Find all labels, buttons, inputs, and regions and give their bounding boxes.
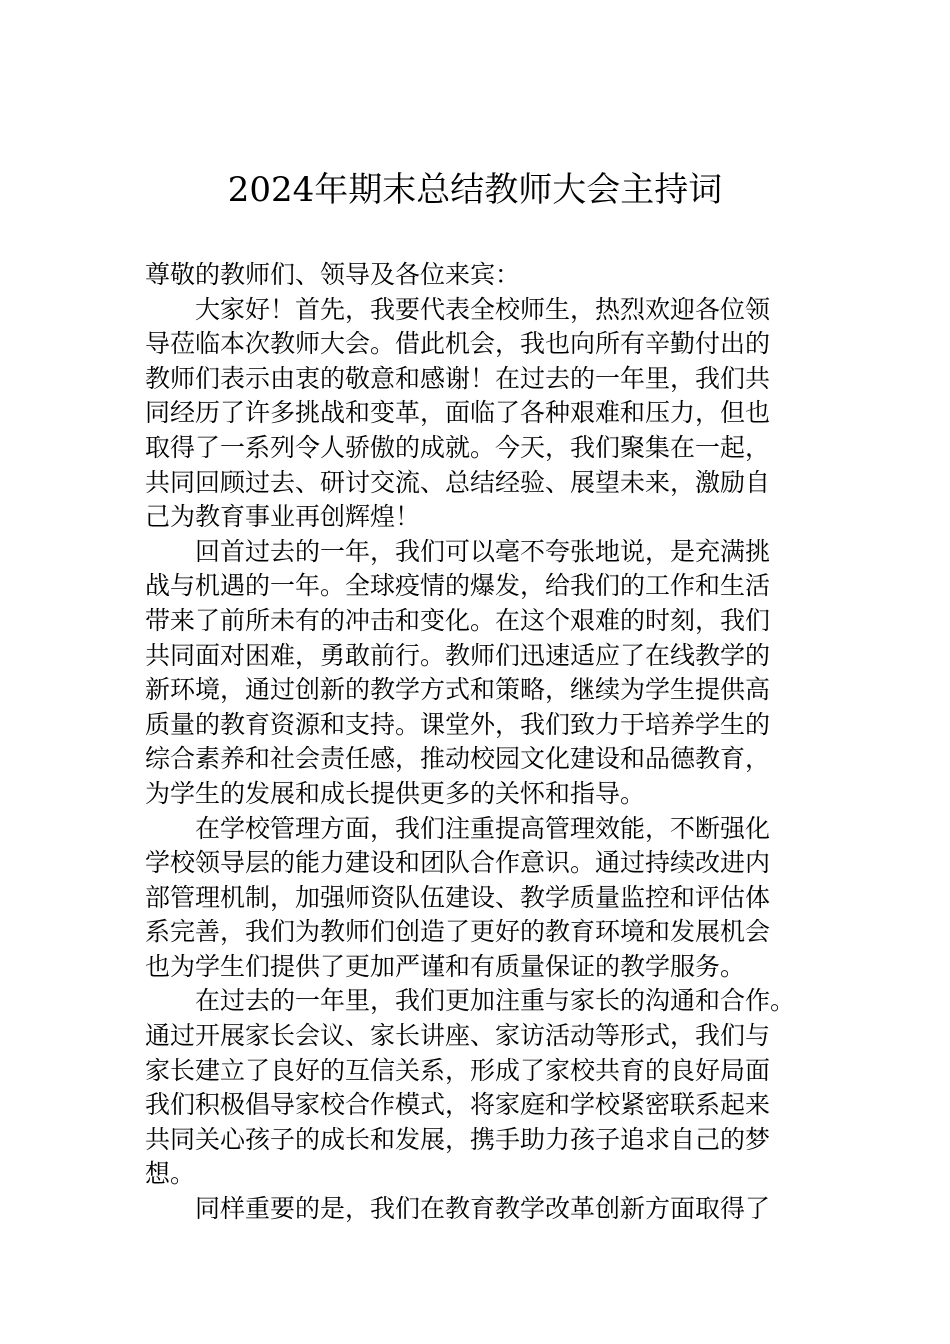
- paragraph-line: 通过开展家长会议、家长讲座、家访活动等形式，我们与: [145, 1021, 771, 1051]
- paragraph-line: 带来了前所未有的冲击和变化。在这个艰难的时刻，我们: [145, 605, 771, 635]
- paragraph-line: 在过去的一年里，我们更加注重与家长的沟通和合作。: [195, 986, 796, 1016]
- paragraph-line: 系完善，我们为教师们创造了更好的教育环境和发展机会: [145, 917, 771, 947]
- paragraph-line: 导莅临本次教师大会。借此机会，我也向所有辛勤付出的: [145, 329, 771, 359]
- paragraph-line: 教师们表示由衷的敬意和感谢！在过去的一年里，我们共: [145, 363, 771, 393]
- paragraph-line: 综合素养和社会责任感，推动校园文化建设和品德教育，: [145, 744, 771, 774]
- paragraph-line: 学校领导层的能力建设和团队合作意识。通过持续改进内: [145, 848, 771, 878]
- paragraph-line: 在学校管理方面，我们注重提高管理效能，不断强化: [195, 813, 771, 843]
- paragraph-line: 我们积极倡导家校合作模式，将家庭和学校紧密联系起来: [145, 1090, 771, 1120]
- paragraph-line: 新环境，通过创新的教学方式和策略，继续为学生提供高: [145, 675, 771, 705]
- paragraph-line: 回首过去的一年，我们可以毫不夸张地说，是充满挑: [195, 536, 771, 566]
- document-title: 2024年期末总结教师大会主持词: [227, 170, 723, 210]
- paragraph-line: 共同关心孩子的成长和发展，携手助力孩子追求自己的梦: [145, 1124, 771, 1154]
- paragraph-line: 同经历了许多挑战和变革，面临了各种艰难和压力，但也: [145, 398, 771, 428]
- paragraph-line: 想。: [145, 1159, 196, 1189]
- paragraph-line: 共同回顾过去、研讨交流、总结经验、展望未来，激励自: [145, 467, 771, 497]
- paragraph-line: 战与机遇的一年。全球疫情的爆发，给我们的工作和生活: [145, 571, 771, 601]
- paragraph-line: 同样重要的是，我们在教育教学改革创新方面取得了: [195, 1194, 771, 1224]
- paragraph-line: 共同面对困难，勇敢前行。教师们迅速适应了在线教学的: [145, 640, 771, 670]
- paragraph-line: 部管理机制，加强师资队伍建设、教学质量监控和评估体: [145, 882, 771, 912]
- salutation-line: 尊敬的教师们、领导及各位来宾：: [145, 260, 521, 289]
- paragraph-line: 取得了一系列令人骄傲的成就。今天，我们聚集在一起，: [145, 432, 771, 462]
- paragraph-line: 己为教育事业再创辉煌！: [145, 502, 421, 532]
- paragraph-line: 质量的教育资源和支持。课堂外，我们致力于培养学生的: [145, 709, 771, 739]
- paragraph-line: 为学生的发展和成长提供更多的关怀和指导。: [145, 778, 646, 808]
- document-body: [145, 258, 815, 1227]
- paragraph-line: 也为学生们提供了更加严谨和有质量保证的教学服务。: [145, 951, 746, 981]
- paragraph-line: 家长建立了良好的互信关系，形成了家校共育的良好局面: [145, 1055, 771, 1085]
- paragraph-line: 大家好！首先，我要代表全校师生，热烈欢迎各位领: [195, 294, 771, 324]
